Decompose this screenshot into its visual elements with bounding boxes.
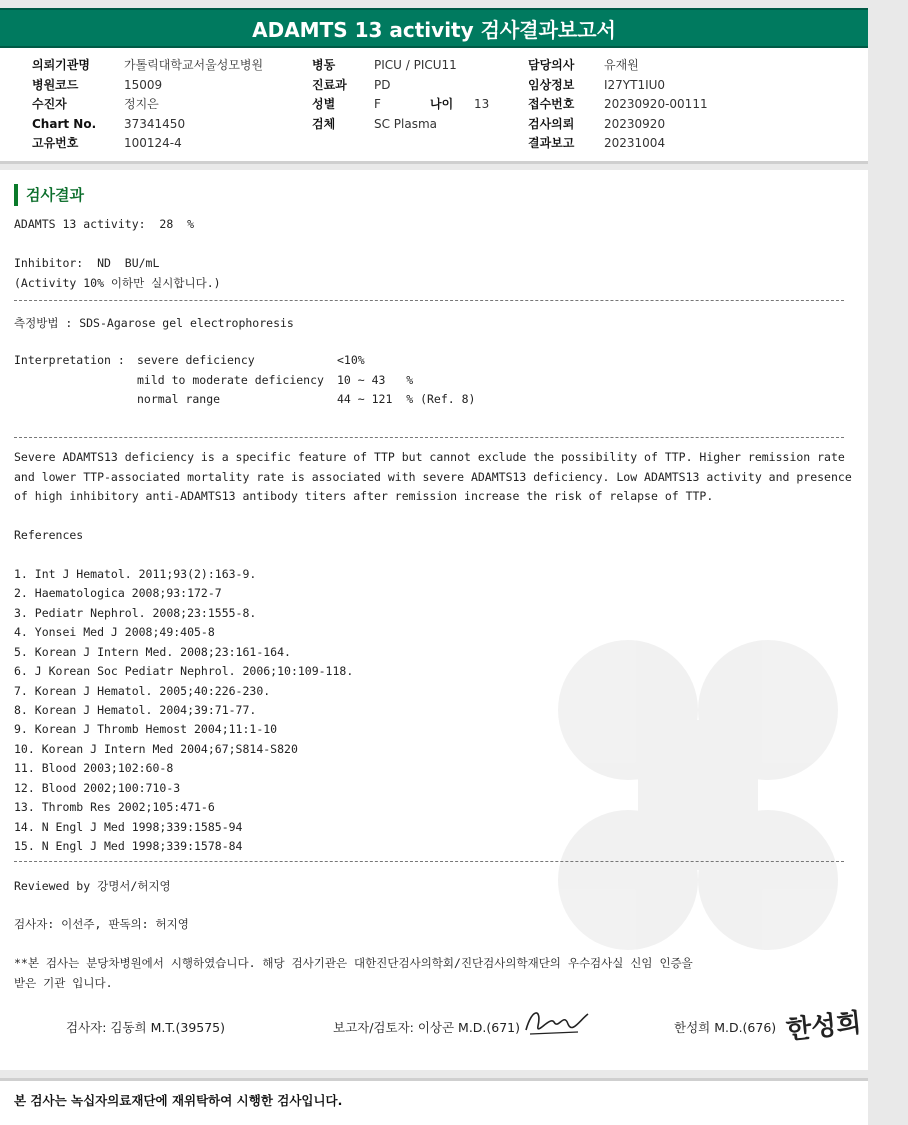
header-label: 검체 (312, 116, 336, 131)
header-label: 나이 (430, 97, 454, 111)
interpretation-label: Interpretation : (14, 353, 125, 367)
reviewed-by: Reviewed by 강명서/허지영 (14, 879, 171, 893)
reference-item: 13. Thromb Res 2002;105:471-6 (14, 800, 215, 814)
report-title: ADAMTS 13 activity 검사결과보고서 (0, 8, 868, 48)
comment-line: and lower TTP-associated mortality rate is associated with severe ADAMTS13 deficiency. Low ADAMTS13 activity and presence (14, 470, 852, 484)
stamp-signature-icon (784, 1006, 863, 1046)
reference-item: 15. N Engl J Med 1998;339:1578-84 (14, 839, 243, 853)
footer-note: 본 검사는 녹십자의료재단에 재위탁하여 시행한 검사입니다. (14, 1093, 343, 1108)
interpretation-name: mild to moderate deficiency (137, 373, 324, 387)
interpretation-range: 10 ~ 43 % (337, 373, 414, 387)
interpretation-range: <10% (337, 353, 365, 367)
header-value: 20230920 (604, 116, 666, 131)
references-title: References (14, 528, 84, 542)
examiners: 검사자: 이선주, 판독의: 허지영 (14, 917, 189, 931)
header-label: 병동 (312, 58, 336, 72)
handwritten-signature-icon (520, 1002, 592, 1042)
header-row (312, 56, 489, 76)
note-line: **본 검사는 분당차병원에서 시행하였습니다. 해당 검사기관은 대한진단검사의학회/진단검사의학재단의 우수검사실 신임 인증을 (14, 956, 693, 970)
header-value: PD (374, 77, 391, 92)
header-value: 정지은 (124, 97, 159, 111)
header-column-3 (528, 56, 708, 154)
header-column-2 (312, 56, 489, 134)
reference-item: 6. J Korean Soc Pediatr Nephrol. 2006;10:109-118. (14, 664, 354, 678)
header-value: SC Plasma (374, 116, 438, 131)
header-label: 병원코드 (32, 77, 79, 92)
header-row (528, 56, 708, 76)
header-row (528, 95, 708, 115)
result-body (0, 170, 868, 1070)
header-value: 37341450 (124, 116, 186, 131)
interpretation-range: 44 ~ 121 % (Ref. 8) (337, 392, 476, 406)
header-value: F (374, 97, 381, 111)
reference-item: 14. N Engl J Med 1998;339:1585-94 (14, 820, 243, 834)
header-row (32, 115, 263, 135)
header-label: 고유번호 (32, 136, 79, 150)
signature-glyph: 한성희 (784, 1008, 863, 1046)
reference-item: 7. Korean J Hematol. 2005;40:226-230. (14, 684, 271, 698)
header-value: 20231004 (604, 136, 666, 150)
header-row (32, 56, 263, 76)
header-value: 13 (474, 97, 490, 111)
header-value: 가톨릭대학교서울성모병원 (124, 58, 264, 72)
divider (14, 300, 844, 301)
header-label: 접수번호 (528, 97, 575, 111)
doctor2-signature-text: 한성희 M.D.(676) (674, 1020, 777, 1035)
comment-line: Severe ADAMTS13 deficiency is a specific feature of TTP but cannot exclude the possibility of TTP. Higher remission rate (14, 450, 845, 464)
header-value: I27YT1IU0 (604, 77, 666, 92)
footer (0, 1078, 868, 1125)
header-label: Chart No. (32, 116, 97, 131)
header-column-1 (32, 56, 263, 154)
inhibitor-result: Inhibitor: ND BU/mL (14, 256, 160, 270)
note-line: 받은 기관 입니다. (14, 976, 113, 990)
divider (14, 437, 844, 438)
header-label: 의뢰기관명 (32, 58, 90, 72)
header-value: 15009 (124, 77, 163, 92)
reference-item: 12. Blood 2002;100:710-3 (14, 781, 181, 795)
header-label: 임상정보 (528, 77, 575, 92)
header-label: 성별 (312, 97, 336, 111)
header-row (312, 95, 489, 115)
header-row (32, 95, 263, 115)
divider (14, 861, 844, 862)
header-label: 결과보고 (528, 136, 575, 150)
reference-item: 11. Blood 2003;102:60-8 (14, 761, 174, 775)
comment-line: of high inhibitory anti-ADAMTS13 antibody titers after remission increase the risk of relapse of TTP. (14, 489, 714, 503)
header-value: 20230920-00111 (604, 97, 708, 111)
reference-item: 4. Yonsei Med J 2008;49:405-8 (14, 625, 215, 639)
inhibitor-note: (Activity 10% 이하만 실시합니다.) (14, 276, 221, 290)
header-row (312, 115, 489, 135)
tester-signature-text: 검사자: 김동희 M.T.(39575) (66, 1020, 226, 1035)
reference-item: 2. Haematologica 2008;93:172-7 (14, 586, 222, 600)
reference-item: 10. Korean J Intern Med 2004;67;S814-S820 (14, 742, 298, 756)
header-value: 100124-4 (124, 136, 182, 150)
header-row (528, 134, 708, 154)
reference-item: 1. Int J Hematol. 2011;93(2):163-9. (14, 567, 257, 581)
watermark-logo-icon (488, 590, 908, 1010)
header-label: 수진자 (32, 97, 67, 111)
header-row (32, 76, 263, 96)
section-title-result: 검사결과 (14, 184, 84, 206)
reference-item: 3. Pediatr Nephrol. 2008;23:1555-8. (14, 606, 257, 620)
interpretation-name: normal range (137, 392, 221, 406)
patient-info-header (0, 48, 868, 164)
header-value: 유재원 (604, 58, 639, 72)
header-row (528, 76, 708, 96)
header-row (528, 115, 708, 135)
activity-result: ADAMTS 13 activity: 28 % (14, 217, 195, 231)
reference-item: 9. Korean J Thromb Hemost 2004;11:1-10 (14, 722, 278, 736)
header-row (312, 76, 489, 96)
header-label: 담당의사 (528, 58, 575, 72)
header-row (32, 134, 263, 154)
reporter-signature-text: 보고자/검토자: 이상곤 M.D.(671) (333, 1020, 521, 1035)
header-value: PICU / PICU11 (374, 58, 457, 72)
header-label: 진료과 (312, 77, 347, 92)
method-line: 측정방법 : SDS-Agarose gel electrophoresis (14, 316, 294, 330)
reference-item: 8. Korean J Hematol. 2004;39:71-77. (14, 703, 257, 717)
reference-item: 5. Korean J Intern Med. 2008;23:161-164. (14, 645, 291, 659)
interpretation-name: severe deficiency (137, 353, 255, 367)
header-label: 검사의뢰 (528, 116, 575, 131)
